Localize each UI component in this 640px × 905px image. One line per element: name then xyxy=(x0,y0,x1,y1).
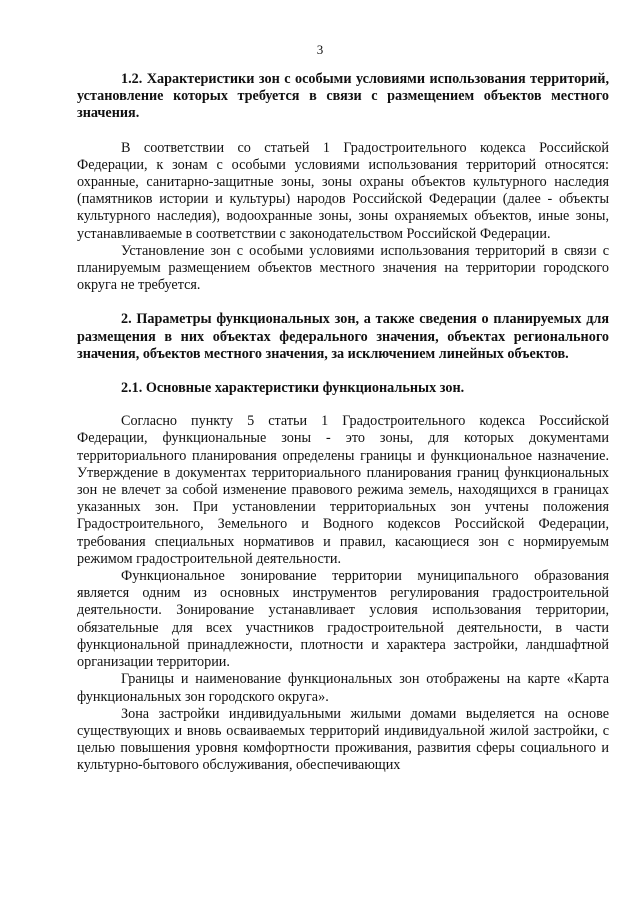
page-number: 3 xyxy=(316,42,324,57)
paragraph-zones-not-required: Установление зон с особыми условиями использования территорий в связи с планируемым размещением объектов местного значения на территории городского округа не требуется. xyxy=(77,242,609,294)
section-heading-2-1: 2.1. Основные характеристики функциональных зон. xyxy=(121,380,465,397)
section-heading-2: 2. Параметры функциональных зон, а также сведения о планируемых для размещения в них объектах федерального значения, объектах регионального значения, объектов местного значения, за исключением линейных объектов. xyxy=(77,311,609,362)
paragraph-functional-zones-definition: Согласно пункту 5 статьи 1 Градостроительного кодекса Российской Федерации, функциональные зоны - это зоны, для которых документами территориального планирования определены границы и функциональное назначение. Утверждение в документах территориального планирования границ функциональных зон не влечет за собой изменение правового режима земель, находящихся в границах указанных зон. При установлении территориальных зон учтены положения Градостроительного, Земельного и Водного кодексов Российской Федерации, требования специальных нормативов и правил, касающиеся зон с нормируемым режимом градостроительной деятельности. xyxy=(77,413,609,567)
paragraph-functional-zoning: Функциональное зонирование территории муниципального образования является одним из основных инструментов регулирования градостроительной деятельности. Зонирование устанавливает условия использования территории, обязательные для всех участников градостроительной деятельности, в части функциональной принадлежности, плотности и характера застройки, ландшафтной организации территории. xyxy=(77,568,609,671)
section-heading-1-2: 1.2. Характеристики зон с особыми условиями использования территорий, установление которых требуется в связи с размещением объектов местного значения. xyxy=(77,71,609,122)
document-body xyxy=(77,71,609,775)
paragraph-individual-housing-zone: Зона застройки индивидуальными жилыми домами выделяется на основе существующих и вновь осваиваемых территорий индивидуальной жилой застройки, с целью повышения уровня комфортности проживания, развития сферы социального и культурно-бытового обслуживания, обеспечивающих xyxy=(77,705,609,774)
paragraph-zones-list: В соответствии со статьей 1 Градостроительного кодекса Российской Федерации, к зонам с особыми условиями использования территорий относятся: охранные, санитарно-защитные зоны, зоны охраны объектов культурного наследия (памятников истории и культуры) народов Российской Федерации (далее - объекты культурного наследия), водоохранные зоны, зоны охраняемых объектов, иные зоны, устанавливаемые в соответствии с законодательством Российской Федерации. xyxy=(77,139,609,242)
paragraph-zones-map: Границы и наименование функциональных зон отображены на карте «Карта функциональных зон городского округа». xyxy=(77,671,609,705)
